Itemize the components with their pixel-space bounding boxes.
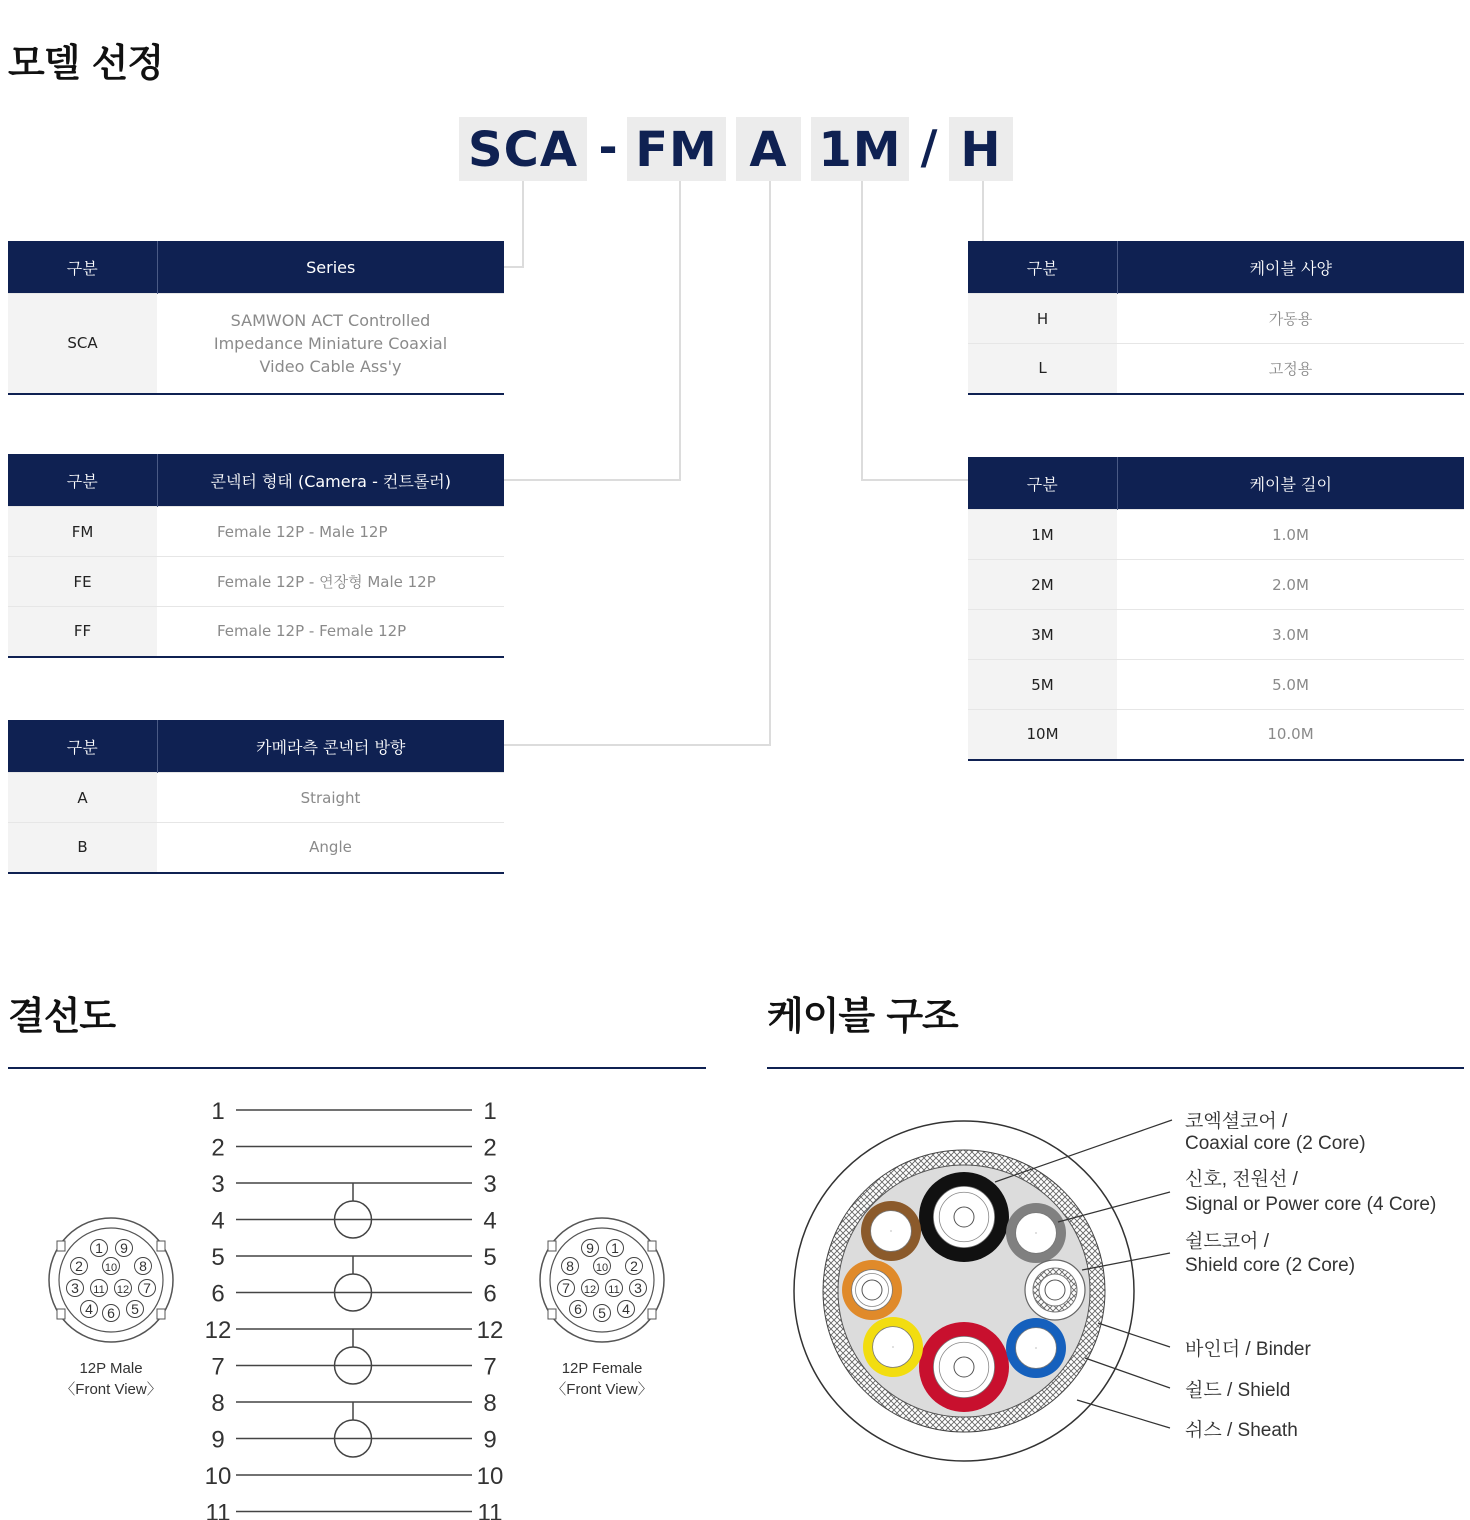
female-connector-pin-number: 5 — [598, 1305, 606, 1321]
female-connector-pin-number: 9 — [586, 1240, 594, 1256]
length-header-length: 케이블 길이 — [1117, 457, 1464, 510]
spec-header-spec: 케이블 사양 — [1117, 241, 1464, 294]
structure-leader-line — [1077, 1400, 1170, 1428]
pin-number-right: 4 — [483, 1207, 497, 1235]
connector-code: FM — [8, 507, 157, 557]
female-connector-pin-number: 3 — [634, 1280, 642, 1296]
female-connector-pin-number: 2 — [630, 1258, 638, 1274]
female-connector-pin-number: 12 — [583, 1284, 597, 1296]
male-connector-pin-number: 6 — [107, 1305, 115, 1321]
male-connector-pin-number: 12 — [116, 1284, 130, 1296]
connector-header-type: 콘넥터 형태 (Camera - 컨트롤러) — [157, 454, 504, 507]
pin-number-right: 11 — [477, 1499, 503, 1520]
pin-number-right: 9 — [483, 1426, 497, 1454]
label-binder: 바인더 / Binder — [1185, 1339, 1311, 1360]
female-connector-notch — [548, 1241, 556, 1251]
male-connector-pin-number: 4 — [85, 1301, 93, 1317]
connector-value: Female 12P - 연장형 Male 12P — [157, 557, 504, 607]
connector-code: FF — [8, 607, 157, 657]
female-connector-pin-number: 1 — [611, 1240, 619, 1256]
female-connector-pin-number: 8 — [566, 1258, 574, 1274]
series-code: SCA — [8, 294, 157, 394]
female-connector-notch — [548, 1309, 556, 1319]
length-code: 2M — [968, 560, 1117, 610]
shield-core-white-conductor — [1045, 1280, 1065, 1300]
spec-value: 고정용 — [1117, 344, 1464, 394]
length-code: 10M — [968, 710, 1117, 760]
pin-number-right: 10 — [476, 1463, 504, 1490]
pin-number-left: 6 — [211, 1280, 225, 1308]
label-shield: 쉴드 / Shield — [1185, 1380, 1291, 1401]
male-connector-notch — [57, 1309, 65, 1319]
male-connector-label: 12P Male — [79, 1360, 143, 1377]
pin-number-right: 3 — [483, 1171, 497, 1198]
pin-number-left: 8 — [211, 1390, 225, 1417]
code-separator-slash: / — [920, 120, 938, 174]
pin-number-right: 7 — [483, 1353, 497, 1381]
female-connector-label-view: 〈Front View〉 — [551, 1381, 653, 1398]
male-connector-pin-number: 8 — [139, 1258, 147, 1274]
length-value: 2.0M — [1117, 560, 1464, 610]
female-connector-pin-number: 4 — [622, 1301, 630, 1317]
spec-header-category: 구분 — [968, 241, 1117, 294]
pin-number-right: 12 — [476, 1317, 504, 1344]
connector-header-category: 구분 — [8, 454, 157, 507]
male-connector-outline — [49, 1218, 173, 1342]
female-connector-label: 12P Female — [561, 1360, 643, 1377]
pin-number-right: 5 — [483, 1244, 497, 1271]
spec-value: 가동용 — [1117, 294, 1464, 344]
spec-code: L — [968, 344, 1117, 394]
pin-number-right: 1 — [483, 1098, 497, 1125]
label-signal-core-en: Signal or Power core (4 Core) — [1185, 1194, 1437, 1215]
structure-title: 케이블 구조 — [767, 994, 958, 1038]
male-connector-notch — [57, 1241, 65, 1251]
direction-value: Straight — [157, 773, 504, 823]
label-shield-core-ko: 쉴드코어 / — [1185, 1231, 1269, 1252]
label-sheath: 쉬스 / Sheath — [1185, 1420, 1298, 1441]
pin-number-right: 8 — [483, 1390, 497, 1417]
pin-number-left: 10 — [204, 1463, 232, 1490]
label-shield-core-en: Shield core (2 Core) — [1185, 1255, 1356, 1276]
female-connector-pin-number: 10 — [595, 1262, 609, 1274]
connector-code: FE — [8, 557, 157, 607]
label-coaxial-core-en: Coaxial core (2 Core) — [1185, 1133, 1366, 1154]
code-part-length: 1M — [811, 117, 909, 181]
pin-number-left: 4 — [211, 1207, 225, 1235]
pin-number-left: 1 — [211, 1098, 225, 1125]
direction-header-category: 구분 — [8, 720, 157, 773]
pin-number-left: 7 — [211, 1353, 225, 1381]
male-connector-pin-number: 7 — [143, 1280, 151, 1296]
direction-code: A — [8, 773, 157, 823]
length-value: 10.0M — [1117, 710, 1464, 760]
length-code: 1M — [968, 510, 1117, 560]
pin-number-right: 6 — [483, 1280, 497, 1308]
pin-number-right: 2 — [483, 1134, 497, 1162]
female-connector-outline — [540, 1218, 664, 1342]
female-connector-notch — [648, 1309, 656, 1319]
label-signal-core-ko: 신호, 전원선 / — [1185, 1169, 1298, 1190]
male-connector-pin-number: 5 — [131, 1301, 139, 1317]
length-code: 3M — [968, 610, 1117, 660]
wiring-title: 결선도 — [8, 994, 116, 1038]
code-part-series: SCA — [459, 117, 587, 181]
direction-value: Angle — [157, 823, 504, 873]
female-connector-notch — [648, 1241, 656, 1251]
male-connector-pin-number: 2 — [75, 1258, 83, 1274]
connector-value: Female 12P - Male 12P — [157, 507, 504, 557]
female-connector-pin-number: 11 — [608, 1284, 620, 1296]
coax-core-black-conductor — [954, 1207, 974, 1227]
code-part-spec: H — [949, 117, 1013, 181]
length-code: 5M — [968, 660, 1117, 710]
series-header-category: 구분 — [8, 241, 157, 294]
series-description: SAMWON ACT Controlled Impedance Miniature Coaxial Video Cable Ass'y — [157, 294, 504, 394]
male-connector-pin-number: 3 — [71, 1280, 79, 1296]
male-connector-notch — [157, 1241, 165, 1251]
male-connector-pin-number: 9 — [120, 1240, 128, 1256]
male-connector-notch — [157, 1309, 165, 1319]
direction-code: B — [8, 823, 157, 873]
pin-number-left: 2 — [211, 1134, 225, 1162]
label-coaxial-core-ko: 코엑셜코어 / — [1185, 1111, 1288, 1132]
pin-number-left: 5 — [211, 1244, 225, 1271]
shield-core-orange-conductor — [862, 1280, 882, 1300]
connector-value: Female 12P - Female 12P — [157, 607, 504, 657]
male-connector-label-view: 〈Front View〉 — [60, 1381, 162, 1398]
coax-core-red-conductor — [954, 1357, 974, 1377]
length-value: 3.0M — [1117, 610, 1464, 660]
series-header-series: Series — [157, 241, 504, 294]
model-selection-title: 모델 선정 — [8, 41, 164, 85]
length-value: 1.0M — [1117, 510, 1464, 560]
pin-number-left: 11 — [205, 1499, 231, 1520]
code-separator-dash: - — [598, 120, 618, 174]
length-header-category: 구분 — [968, 457, 1117, 510]
code-part-direction: A — [736, 117, 801, 181]
female-connector-pin-number: 6 — [574, 1301, 582, 1317]
spec-code: H — [968, 294, 1117, 344]
pin-number-left: 3 — [211, 1171, 225, 1198]
code-part-connector: FM — [627, 117, 726, 181]
direction-header-direction: 카메라측 콘넥터 방향 — [157, 720, 504, 773]
male-connector-pin-number: 10 — [104, 1262, 118, 1274]
pin-number-left: 12 — [204, 1317, 232, 1344]
female-connector-pin-number: 7 — [562, 1280, 570, 1296]
pin-number-left: 9 — [211, 1426, 225, 1454]
male-connector-pin-number: 1 — [95, 1240, 103, 1256]
length-value: 5.0M — [1117, 660, 1464, 710]
male-connector-pin-number: 11 — [93, 1284, 105, 1296]
